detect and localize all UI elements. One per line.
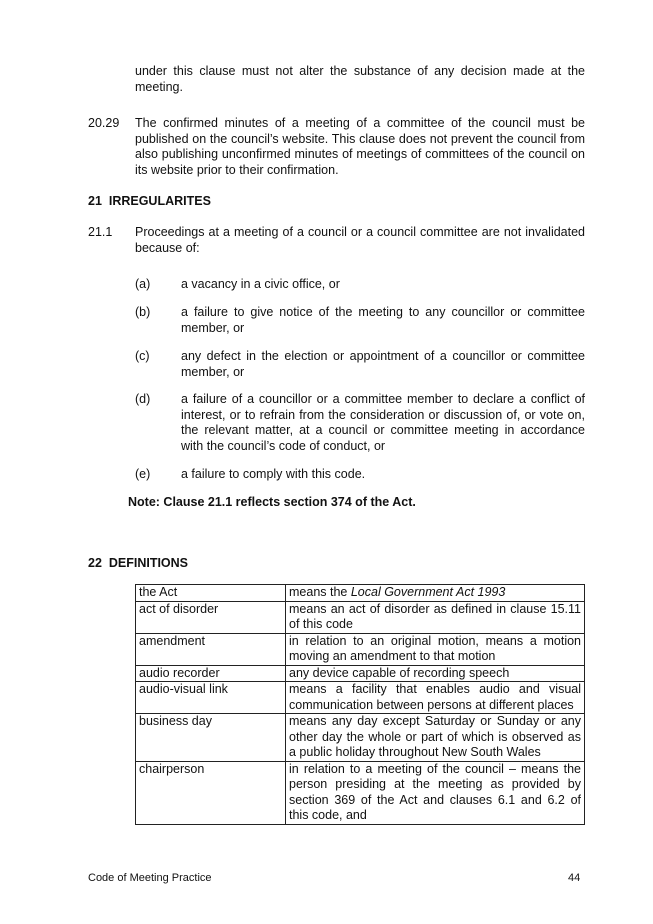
item-b-label: (b) (135, 305, 151, 319)
item-b-text: a failure to give notice of the meeting to any councillor or committee member, or (181, 305, 585, 335)
table-row (136, 665, 585, 682)
definition-text: any device capable of recording speech (286, 665, 585, 682)
section-21-heading: 21 IRREGULARITES (88, 194, 211, 208)
definition-term: business day (136, 714, 286, 762)
definition-term: the Act (136, 585, 286, 602)
footer-page-number: 44 (568, 872, 581, 884)
item-e-label: (e) (135, 467, 151, 481)
table-row (136, 585, 585, 602)
table-row (136, 682, 585, 714)
item-a-label: (a) (135, 277, 151, 291)
table-row (136, 714, 585, 762)
definition-term: amendment (136, 633, 286, 665)
item-d-label: (d) (135, 392, 151, 406)
item-e-text: a failure to comply with this code. (181, 467, 366, 481)
item-d-text: a failure of a councillor or a committee member to declare a conflict of interest, or to refrain from the consideration or discussion of, or vote on, the relevant matter, at a council or committee meeting in accordance with the council’s code of conduct, or (181, 392, 585, 453)
item-c-text: any defect in the election or appointment of a councillor or committee member, or (181, 349, 585, 379)
clause-21-1-note: Note: Clause 21.1 reflects section 374 of the Act. (128, 495, 416, 509)
definition-text (286, 585, 585, 602)
clause-21-1-text: Proceedings at a meeting of a council or a council committee are not invalidated because of: (135, 225, 585, 255)
item-c-label: (c) (135, 349, 150, 363)
definition-prefix: means the (289, 585, 351, 599)
definition-text: means any day except Saturday or Sunday or any other day the whole or part of which is observed as a public holiday throughout New South Wales (286, 714, 585, 762)
footer-document-title: Code of Meeting Practice (88, 872, 212, 884)
definition-text: means a facility that enables audio and visual communication between persons at different places (286, 682, 585, 714)
definition-text: in relation to a meeting of the council – means the person presiding at the meeting as provided by section 369 of the Act and clauses 6.1 and 6.2 of this code, and (286, 761, 585, 824)
definition-text: means an act of disorder as defined in clause 15.11 of this code (286, 601, 585, 633)
clause-20-29-number: 20.29 (88, 116, 120, 130)
definition-term: audio-visual link (136, 682, 286, 714)
definition-text: in relation to an original motion, means a motion moving an amendment to that motion (286, 633, 585, 665)
clause-21-1-number: 21.1 (88, 225, 113, 239)
definition-term: audio recorder (136, 665, 286, 682)
definition-term: chairperson (136, 761, 286, 824)
clause-20-29-text: The confirmed minutes of a meeting of a committee of the council must be published on the council’s website. This clause does not prevent the council from also publishing unconfirmed minutes of meetings of committees of the council on its website prior to their confirmation. (135, 116, 585, 177)
item-a-text: a vacancy in a civic office, or (181, 277, 340, 291)
table-row (136, 601, 585, 633)
act-title: Local Government Act 1993 (350, 585, 506, 599)
table-row (136, 633, 585, 665)
table-row (136, 761, 585, 824)
definitions-table (135, 584, 585, 825)
section-22-heading: 22 DEFINITIONS (88, 556, 189, 570)
definition-term: act of disorder (136, 601, 286, 633)
intro-paragraph: under this clause must not alter the substance of any decision made at the meeting. (135, 64, 585, 94)
